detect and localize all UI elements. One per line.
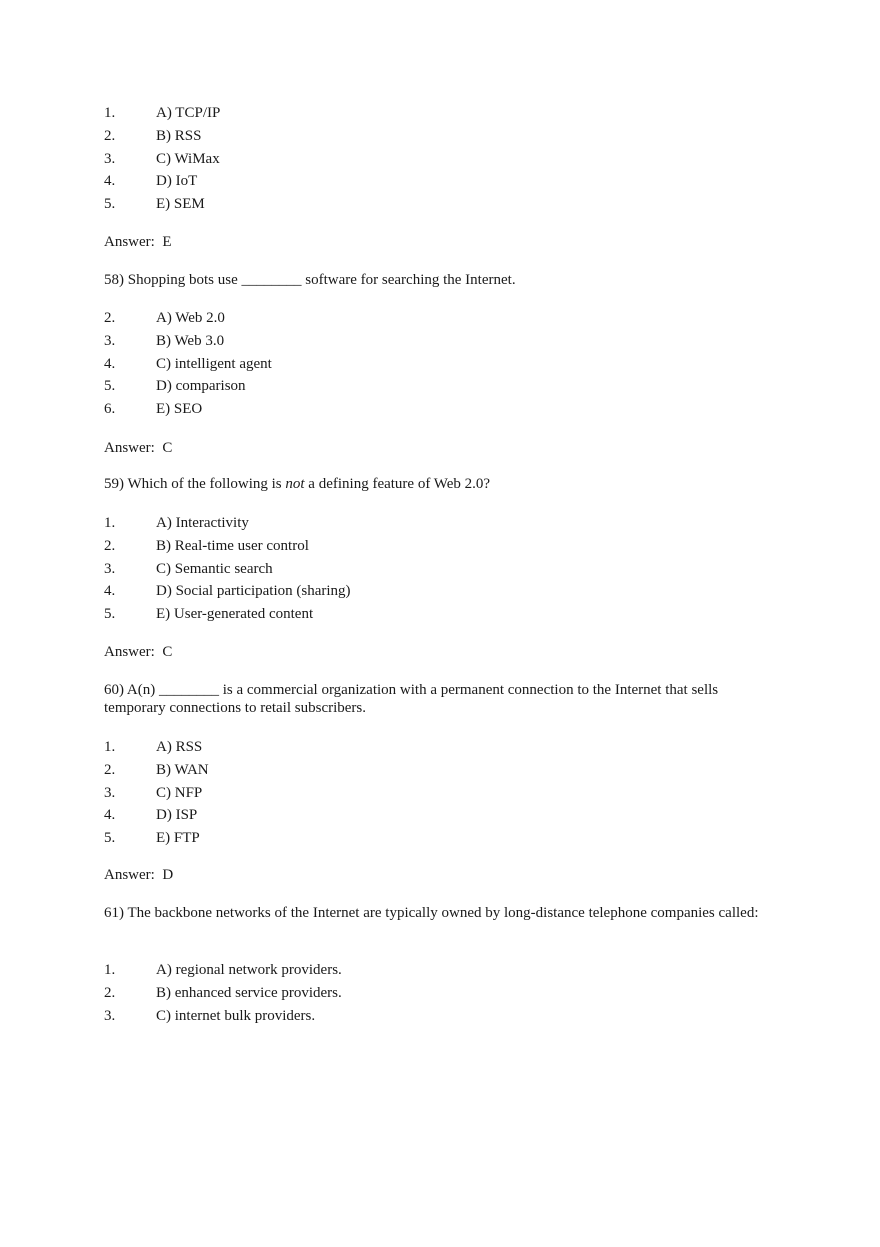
list-item: 2. A) Web 2.0 xyxy=(104,310,225,326)
q57-answer: Answer: E xyxy=(104,234,172,250)
list-item: 1. A) Interactivity xyxy=(104,515,249,531)
q61-question: 61) The backbone networks of the Internet are typically owned by long-distance telephone companies called: xyxy=(104,905,759,921)
list-item: 2. B) enhanced service providers. xyxy=(104,984,342,1001)
q57-options xyxy=(104,102,764,216)
list-item: 3. C) Semantic search xyxy=(104,560,273,577)
q60-answer: Answer: D xyxy=(104,867,174,883)
q60-options xyxy=(104,736,764,850)
q58-answer: Answer: C xyxy=(104,440,173,456)
list-item: 1. A) regional network providers. xyxy=(104,962,342,978)
list-item: 2. B) WAN xyxy=(104,761,209,778)
list-item: 5. E) SEM xyxy=(104,196,205,213)
list-item: 4. D) ISP xyxy=(104,807,198,824)
q60-question: 60) A(n) ________ is a commercial organization with a permanent connection to the Internet that sells temporary connections to retail subscribers. xyxy=(104,682,719,716)
list-item: 3. B) Web 3.0 xyxy=(104,332,225,349)
q61-options xyxy=(104,959,764,1027)
list-item: 2. B) Real-time user control xyxy=(104,537,309,554)
list-item: 5. D) comparison xyxy=(104,378,246,395)
list-item: 3. C) internet bulk providers. xyxy=(104,1007,316,1024)
list-item: 6. E) SEO xyxy=(104,401,203,418)
list-item: 3. C) NFP xyxy=(104,784,203,801)
list-item: 1. A) RSS xyxy=(104,739,203,755)
list-item: 1. A) TCP/IP xyxy=(104,105,221,121)
list-item: 3. C) WiMax xyxy=(104,150,220,167)
list-item: 4. D) IoT xyxy=(104,173,198,190)
list-item: 2. B) RSS xyxy=(104,127,202,144)
q59-answer: Answer: C xyxy=(104,644,173,660)
q59-options xyxy=(104,512,764,626)
list-item: 5. E) FTP xyxy=(104,830,200,847)
list-item: 4. C) intelligent agent xyxy=(104,355,272,372)
q58-options xyxy=(104,307,764,421)
q58-question: 58) Shopping bots use ________ software for searching the Internet. xyxy=(104,272,516,288)
emphasis-not: not xyxy=(285,476,305,492)
list-item: 5. E) User-generated content xyxy=(104,606,314,623)
q59-question: 59) Which of the following is not a defining feature of Web 2.0? xyxy=(104,476,491,492)
list-item: 4. D) Social participation (sharing) xyxy=(104,583,351,600)
